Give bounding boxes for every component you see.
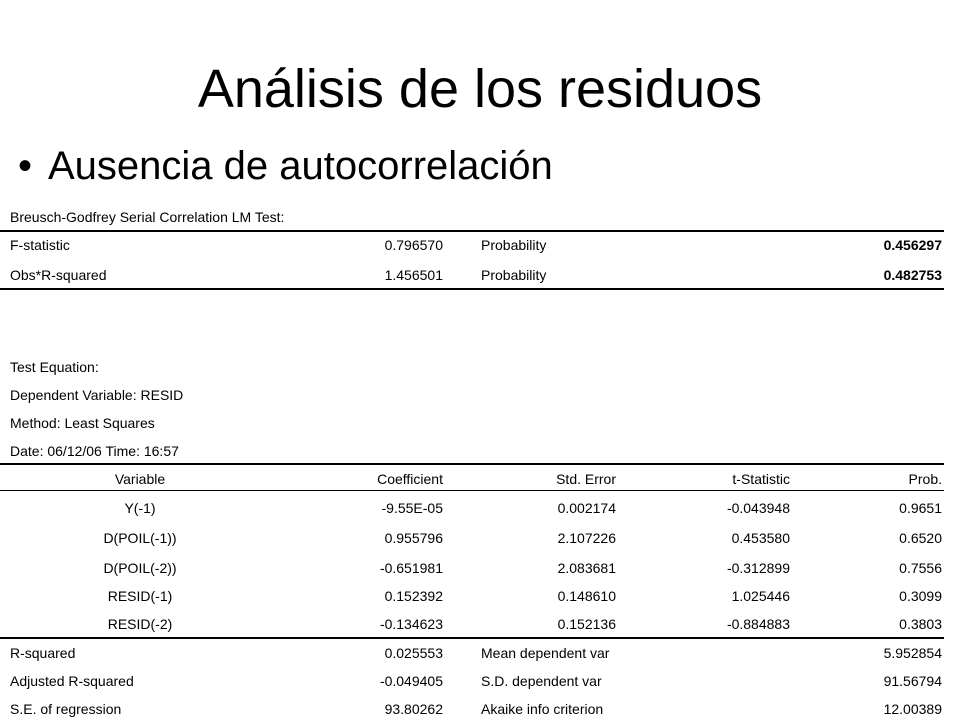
test-value: 1.456501 bbox=[384, 267, 443, 283]
prob-cell: 0.3099 bbox=[899, 588, 942, 604]
column-header: Variable bbox=[114, 471, 166, 487]
bullet-text: Ausencia de autocorrelación bbox=[48, 144, 553, 188]
column-header: Std. Error bbox=[556, 471, 616, 487]
prob-cell: 0.9651 bbox=[899, 500, 942, 516]
std-error-cell: 0.148610 bbox=[557, 588, 616, 604]
divider bbox=[0, 230, 944, 232]
stat-value: 0.025553 bbox=[384, 645, 443, 661]
info-line: Dependent Variable: RESID bbox=[10, 387, 184, 403]
test-label: Obs*R-squared bbox=[10, 267, 107, 283]
info-line: Test Equation: bbox=[10, 359, 99, 375]
slide-title: Análisis de los residuos bbox=[197, 59, 763, 119]
column-header: Coefficient bbox=[377, 471, 443, 487]
stat-value: 12.00389 bbox=[883, 701, 942, 717]
test-prob-value: 0.482753 bbox=[883, 267, 942, 283]
t-statistic-cell: -0.312899 bbox=[726, 560, 790, 576]
stat-label: S.D. dependent var bbox=[481, 673, 602, 689]
t-statistic-cell: -0.043948 bbox=[726, 500, 790, 516]
stat-label: S.E. of regression bbox=[10, 701, 122, 717]
stat-value: 91.56794 bbox=[883, 673, 942, 689]
t-statistic-cell: 0.453580 bbox=[731, 530, 790, 546]
prob-cell: 0.3803 bbox=[899, 616, 942, 632]
variable-cell: RESID(-1) bbox=[107, 588, 173, 604]
std-error-cell: 2.083681 bbox=[557, 560, 616, 576]
test-name: Breusch-Godfrey Serial Correlation LM Test: bbox=[10, 209, 285, 225]
bullet-dot-icon: • bbox=[18, 144, 33, 188]
coefficient-cell: 0.152392 bbox=[384, 588, 443, 604]
std-error-cell: 0.002174 bbox=[557, 500, 616, 516]
std-error-cell: 0.152136 bbox=[557, 616, 616, 632]
divider bbox=[0, 463, 944, 465]
stat-label: R-squared bbox=[10, 645, 76, 661]
stat-value: -0.049405 bbox=[379, 673, 443, 689]
t-statistic-cell: 1.025446 bbox=[731, 588, 790, 604]
coefficient-cell: -0.651981 bbox=[379, 560, 443, 576]
test-label: F-statistic bbox=[10, 237, 70, 253]
bullet-item bbox=[18, 138, 553, 194]
stat-label: Adjusted R-squared bbox=[10, 673, 134, 689]
test-prob-label: Probability bbox=[481, 267, 547, 283]
column-header: t-Statistic bbox=[732, 471, 790, 487]
info-line: Method: Least Squares bbox=[10, 415, 155, 431]
test-prob-value: 0.456297 bbox=[883, 237, 942, 253]
stat-value: 93.80262 bbox=[384, 701, 443, 717]
divider bbox=[0, 637, 944, 639]
t-statistic-cell: -0.884883 bbox=[726, 616, 790, 632]
column-header: Prob. bbox=[908, 471, 942, 487]
variable-cell: D(POIL(-1)) bbox=[103, 530, 177, 546]
test-prob-label: Probability bbox=[481, 237, 547, 253]
variable-cell: Y(-1) bbox=[124, 500, 156, 516]
info-line: Date: 06/12/06 Time: 16:57 bbox=[10, 443, 179, 459]
variable-cell: D(POIL(-2)) bbox=[103, 560, 177, 576]
stat-label: Mean dependent var bbox=[481, 645, 610, 661]
prob-cell: 0.6520 bbox=[899, 530, 942, 546]
stat-value: 5.952854 bbox=[883, 645, 942, 661]
divider bbox=[0, 288, 944, 290]
divider bbox=[0, 490, 944, 491]
coefficient-cell: 0.955796 bbox=[384, 530, 443, 546]
stat-label: Akaike info criterion bbox=[481, 701, 604, 717]
test-value: 0.796570 bbox=[384, 237, 443, 253]
prob-cell: 0.7556 bbox=[899, 560, 942, 576]
variable-cell: RESID(-2) bbox=[107, 616, 173, 632]
coefficient-cell: -9.55E-05 bbox=[381, 500, 443, 516]
coefficient-cell: -0.134623 bbox=[379, 616, 443, 632]
std-error-cell: 2.107226 bbox=[557, 530, 616, 546]
